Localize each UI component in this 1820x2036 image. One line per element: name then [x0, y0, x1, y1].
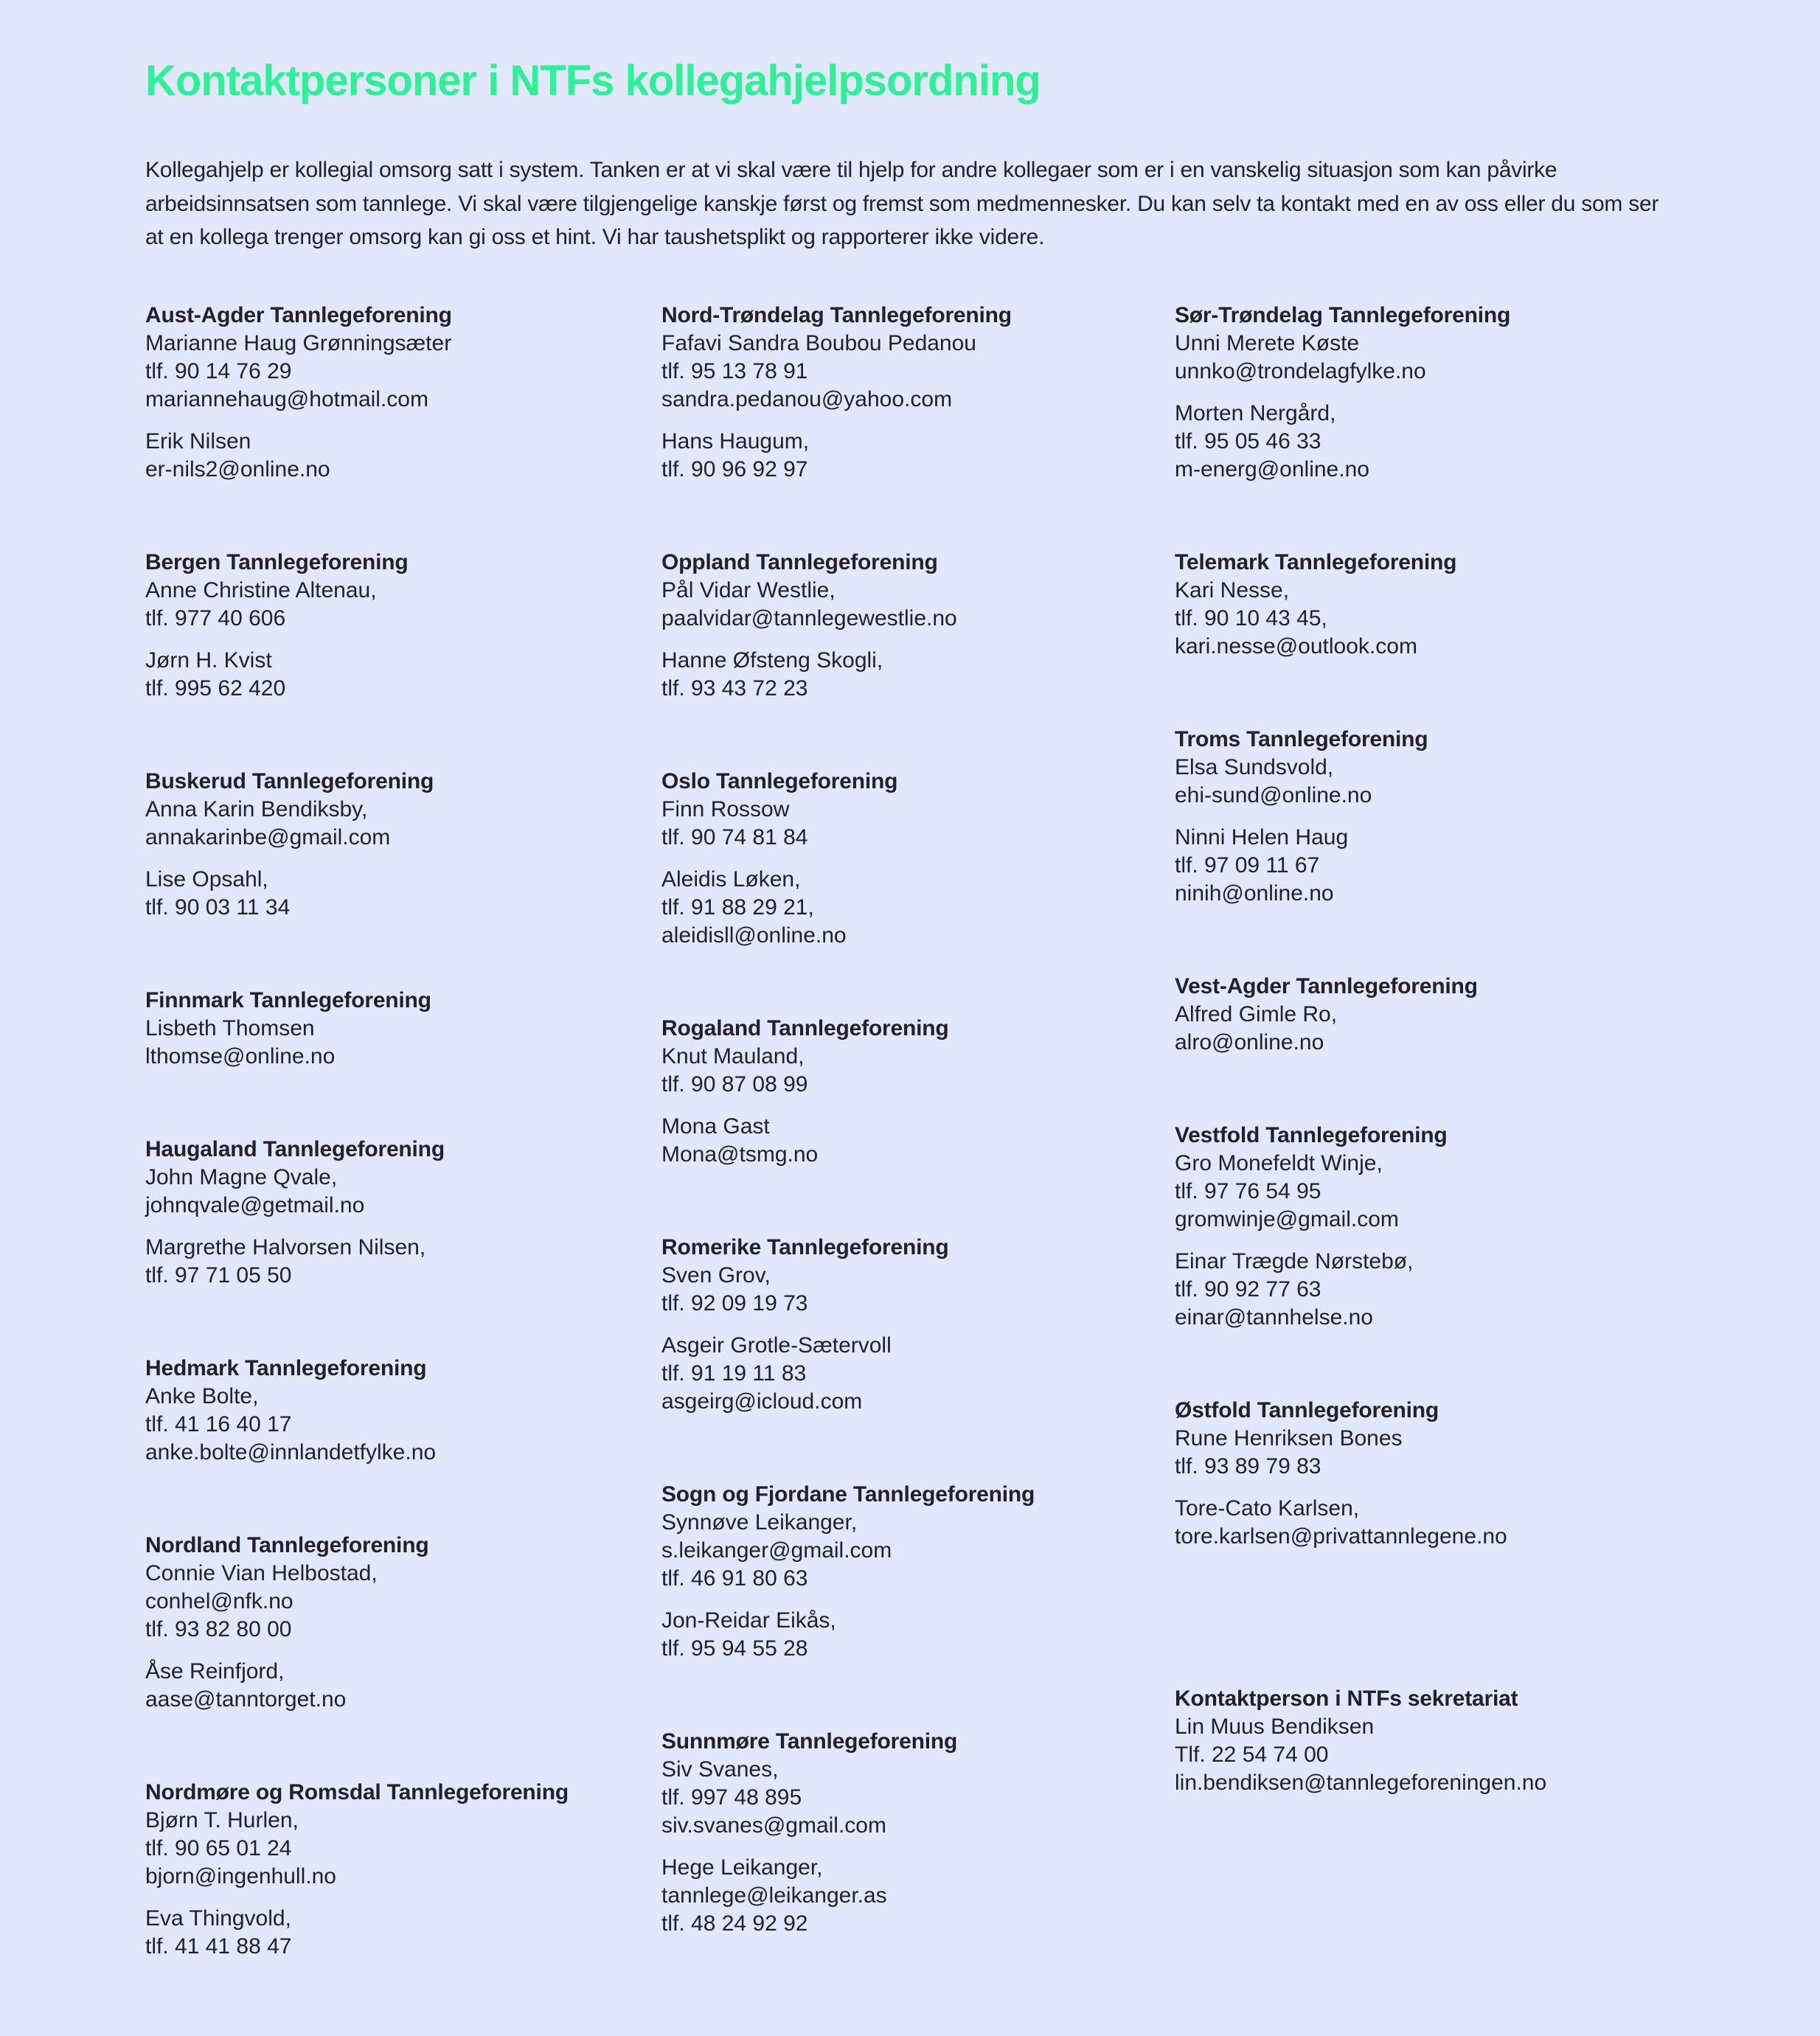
contact-person — [145, 796, 661, 852]
contact-person — [661, 1854, 1175, 1938]
contact-person — [1175, 1001, 1675, 1057]
person-name: Margrethe Halvorsen Nilsen, — [145, 1234, 426, 1260]
phone-number: tlf. 91 88 29 21, — [661, 894, 814, 920]
person-name: Lin Muus Bendiksen — [1175, 1714, 1375, 1739]
email-address: tannlege@leikanger.as — [661, 1883, 887, 1908]
association-heading: Buskerud Tannlegeforening — [145, 768, 434, 793]
contact-person — [661, 1332, 1175, 1416]
association-heading: Nord-Trøndelag Tannlegeforening — [661, 302, 1012, 327]
contact-person — [1175, 400, 1675, 484]
group-nord-tr-ndelag-tannlegeforening — [661, 302, 1175, 484]
person-name: Unni Merete Køste — [1175, 330, 1360, 355]
email-address: lin.bendiksen@tannlegeforeningen.no — [1175, 1770, 1547, 1795]
phone-number: tlf. 48 24 92 92 — [661, 1911, 808, 1936]
association-heading: Nordmøre og Romsdal Tannlegeforening — [145, 1779, 569, 1804]
phone-number: tlf. 95 13 78 91 — [661, 358, 808, 383]
group-haugaland-tannlegeforening — [145, 1136, 661, 1290]
person-name: Sven Grov, — [661, 1262, 771, 1288]
person-name: John Magne Qvale, — [145, 1164, 338, 1189]
contact-person — [661, 1509, 1175, 1593]
phone-number: tlf. 95 94 55 28 — [661, 1636, 808, 1661]
person-name: Jon-Reidar Eikås, — [661, 1608, 836, 1633]
phone-number: tlf. 995 62 420 — [145, 675, 286, 701]
person-name: Hege Leikanger, — [661, 1855, 823, 1880]
person-name: Finn Rossow — [661, 796, 790, 821]
phone-number: tlf. 41 16 40 17 — [145, 1411, 292, 1436]
contact-person — [145, 1807, 661, 1891]
association-heading: Vestfold Tannlegeforening — [1175, 1122, 1448, 1147]
phone-number: tlf. 41 41 88 47 — [145, 1933, 292, 1959]
person-name: Pål Vidar Westlie, — [661, 577, 836, 602]
contact-person — [661, 1043, 1175, 1099]
group-vestfold-tannlegeforening — [1175, 1122, 1675, 1332]
contact-person — [661, 1113, 1175, 1169]
phone-number: Tlf. 22 54 74 00 — [1175, 1742, 1329, 1767]
phone-number: tlf. 90 92 77 63 — [1175, 1276, 1321, 1302]
phone-number: tlf. 95 05 46 33 — [1175, 428, 1321, 454]
person-name: Knut Mauland, — [661, 1043, 805, 1069]
person-name: Marianne Haug Grønningsæter — [145, 330, 452, 355]
group-aust-agder-tannlegeforening — [145, 302, 661, 484]
group-bergen-tannlegeforening — [145, 549, 661, 703]
email-address: bjorn@ingenhull.no — [145, 1863, 336, 1889]
contact-person — [661, 330, 1175, 414]
contact-person — [1175, 1713, 1675, 1797]
person-name: Elsa Sundsvold, — [1175, 754, 1334, 779]
phone-number: tlf. 97 09 11 67 — [1175, 852, 1320, 878]
contact-person — [661, 1756, 1175, 1840]
contact-person — [1175, 1248, 1675, 1332]
email-address: kari.nesse@outlook.com — [1175, 633, 1417, 659]
phone-number: tlf. 977 40 606 — [145, 605, 286, 630]
phone-number: tlf. 90 14 76 29 — [145, 358, 292, 383]
group-kontaktperson-i-ntfs-sekretariat — [1175, 1685, 1675, 1797]
association-heading: Oslo Tannlegeforening — [661, 768, 898, 793]
association-heading: Kontaktperson i NTFs sekretariat — [1175, 1686, 1518, 1711]
email-address: sandra.pedanou@yahoo.com — [661, 386, 953, 411]
email-address: ehi-sund@online.no — [1175, 782, 1372, 807]
contact-person — [145, 1234, 661, 1290]
contact-person — [661, 577, 1175, 633]
email-address: einar@tannhelse.no — [1175, 1304, 1373, 1330]
person-name: Kari Nesse, — [1175, 577, 1290, 602]
person-name: Ninni Helen Haug — [1175, 824, 1349, 850]
phone-number: tlf. 93 43 72 23 — [661, 675, 808, 701]
email-address: s.leikanger@gmail.com — [661, 1538, 892, 1563]
contact-person — [145, 866, 661, 922]
contact-person — [145, 1164, 661, 1220]
contact-person — [145, 1905, 661, 1961]
group-oppland-tannlegeforening — [661, 549, 1175, 703]
association-heading: Sør-Trøndelag Tannlegeforening — [1175, 302, 1511, 327]
email-address: anke.bolte@innlandetfylke.no — [145, 1439, 437, 1465]
email-address: gromwinje@gmail.com — [1175, 1206, 1399, 1231]
group-troms-tannlegeforening — [1175, 726, 1675, 908]
email-address: lthomse@online.no — [145, 1043, 336, 1069]
group-vest-agder-tannlegeforening — [1175, 973, 1675, 1057]
association-heading: Haugaland Tannlegeforening — [145, 1136, 445, 1161]
contact-person — [1175, 824, 1675, 908]
person-name: Jørn H. Kvist — [145, 647, 272, 673]
person-name: Eva Thingvold, — [145, 1905, 291, 1931]
person-name: Anne Christine Altenau, — [145, 577, 377, 602]
contact-person — [661, 866, 1175, 950]
person-name: Fafavi Sandra Boubou Pedanou — [661, 330, 976, 355]
person-name: Erik Nilsen — [145, 428, 251, 454]
person-name: Rune Henriksen Bones — [1175, 1425, 1403, 1450]
contact-person — [1175, 577, 1675, 661]
person-name: Hans Haugum, — [661, 428, 810, 454]
phone-number: tlf. 97 71 05 50 — [145, 1262, 292, 1288]
email-address: ninih@online.no — [1175, 880, 1334, 906]
group-nordland-tannlegeforening — [145, 1532, 661, 1714]
page-title: Kontaktpersoner i NTFs kollegahjelpsordning — [145, 57, 1041, 105]
person-name: Bjørn T. Hurlen, — [145, 1807, 299, 1832]
email-address: aleidisll@online.no — [661, 923, 847, 948]
phone-number: tlf. 92 09 19 73 — [661, 1290, 808, 1316]
contact-person — [145, 647, 661, 703]
phone-number: tlf. 90 10 43 45, — [1175, 605, 1327, 630]
association-heading: Troms Tannlegeforening — [1175, 726, 1428, 751]
group-stfold-tannlegeforening — [1175, 1397, 1675, 1551]
association-heading: Telemark Tannlegeforening — [1175, 549, 1457, 574]
person-name: Asgeir Grotle-Sætervoll — [661, 1333, 892, 1358]
group-telemark-tannlegeforening — [1175, 549, 1675, 661]
association-heading: Sunnmøre Tannlegeforening — [661, 1728, 958, 1754]
group-oslo-tannlegeforening — [661, 768, 1175, 950]
phone-number: tlf. 90 96 92 97 — [661, 456, 808, 482]
person-name: Åse Reinfjord, — [145, 1658, 285, 1684]
intro-paragraph: Kollegahjelp er kollegial omsorg satt i system. Tanken er at vi skal være til hjelp for andre kollegaer som er i en vanskelig situasjon som kan påvirke arbeidsinnsatsen som tannlege. Vi skal være tilgjengelige kanskje først og fremst som medmennesker. Du kan selv ta kontakt med en av oss eller du som ser at en kollega trenger omsorg kan gi oss et hint. Vi har taushetsplikt og rapporterer ikke videre. — [145, 158, 1659, 249]
phone-number: tlf. 90 03 11 34 — [145, 894, 291, 920]
contact-column-1 — [145, 302, 661, 2026]
group-hedmark-tannlegeforening — [145, 1355, 661, 1467]
email-address: tore.karlsen@privattannlegene.no — [1175, 1523, 1507, 1549]
contact-person — [145, 428, 661, 484]
person-name: Alfred Gimle Ro, — [1175, 1001, 1338, 1026]
contact-person — [661, 428, 1175, 484]
contact-person — [145, 1658, 661, 1714]
contact-person — [1175, 1150, 1675, 1234]
phone-number: tlf. 90 74 81 84 — [661, 824, 808, 850]
association-heading: Oppland Tannlegeforening — [661, 549, 938, 574]
group-romerike-tannlegeforening — [661, 1234, 1175, 1416]
contact-person — [145, 330, 661, 414]
person-name: Morten Nergård, — [1175, 400, 1336, 425]
contact-person — [661, 1607, 1175, 1663]
group-s-r-tr-ndelag-tannlegeforening — [1175, 302, 1675, 484]
contact-columns — [145, 302, 1820, 2026]
contact-column-3 — [1175, 302, 1675, 1862]
group-rogaland-tannlegeforening — [661, 1015, 1175, 1169]
association-heading: Vest-Agder Tannlegeforening — [1175, 973, 1478, 998]
email-address: siv.svanes@gmail.com — [661, 1813, 886, 1838]
contact-person — [661, 1262, 1175, 1318]
person-name: Anna Karin Bendiksby, — [145, 796, 368, 821]
person-name: Connie Vian Helbostad, — [145, 1560, 378, 1585]
association-heading: Nordland Tannlegeforening — [145, 1532, 429, 1557]
person-name: Einar Trægde Nørstebø, — [1175, 1248, 1414, 1274]
email-address: Mona@tsmg.no — [661, 1142, 819, 1167]
email-address: paalvidar@tannlegewestlie.no — [661, 605, 957, 630]
phone-number: tlf. 97 76 54 95 — [1175, 1178, 1321, 1203]
person-name: Lisbeth Thomsen — [145, 1015, 315, 1040]
contact-person — [145, 1015, 661, 1071]
email-address: asgeirg@icloud.com — [661, 1389, 863, 1414]
person-name: Anke Bolte, — [145, 1383, 259, 1408]
person-name: Mona Gast — [661, 1113, 770, 1139]
contact-person — [661, 796, 1175, 852]
phone-number: tlf. 93 89 79 83 — [1175, 1453, 1321, 1479]
phone-number: tlf. 93 82 80 00 — [145, 1616, 292, 1641]
person-name: Aleidis Løken, — [661, 866, 801, 892]
group-finnmark-tannlegeforening — [145, 987, 661, 1071]
contact-person — [1175, 1495, 1675, 1551]
contact-person — [1175, 330, 1675, 386]
contact-person — [661, 647, 1175, 703]
association-heading: Østfold Tannlegeforening — [1175, 1397, 1439, 1422]
association-heading: Hedmark Tannlegeforening — [145, 1355, 427, 1380]
contact-person — [1175, 754, 1675, 810]
association-heading: Aust-Agder Tannlegeforening — [145, 302, 452, 327]
phone-number: tlf. 91 19 11 83 — [661, 1361, 807, 1386]
email-address: er-nils2@online.no — [145, 456, 330, 482]
contact-person — [145, 1383, 661, 1467]
person-name: Synnøve Leikanger, — [661, 1509, 858, 1535]
association-heading: Sogn og Fjordane Tannlegeforening — [661, 1481, 1035, 1507]
email-address: mariannehaug@hotmail.com — [145, 386, 428, 411]
contact-person — [1175, 1425, 1675, 1481]
email-address: m-energ@online.no — [1175, 456, 1369, 482]
group-sogn-og-fjordane-tannlegeforening — [661, 1481, 1175, 1663]
person-name: Siv Svanes, — [661, 1757, 779, 1782]
association-heading: Rogaland Tannlegeforening — [661, 1015, 949, 1040]
person-name: Lise Opsahl, — [145, 866, 268, 892]
phone-number: tlf. 997 48 895 — [661, 1785, 802, 1810]
person-name: Hanne Øfsteng Skogli, — [661, 647, 883, 673]
email-address: annakarinbe@gmail.com — [145, 824, 391, 850]
association-heading: Finnmark Tannlegeforening — [145, 987, 431, 1012]
phone-number: tlf. 46 91 80 63 — [661, 1566, 808, 1591]
group-buskerud-tannlegeforening — [145, 768, 661, 922]
email-address: conhel@nfk.no — [145, 1588, 294, 1613]
contact-person — [145, 577, 661, 633]
group-nordm-re-og-romsdal-tannlegeforening — [145, 1779, 661, 1961]
email-address: aase@tanntorget.no — [145, 1686, 347, 1712]
person-name: Gro Monefeldt Winje, — [1175, 1150, 1383, 1175]
email-address: alro@online.no — [1175, 1029, 1324, 1055]
email-address: johnqvale@getmail.no — [145, 1192, 365, 1217]
email-address: unnko@trondelagfylke.no — [1175, 358, 1426, 383]
phone-number: tlf. 90 87 08 99 — [661, 1071, 808, 1097]
contact-person — [145, 1560, 661, 1644]
person-name: Tore-Cato Karlsen, — [1175, 1495, 1360, 1521]
contact-column-2 — [661, 302, 1175, 2003]
association-heading: Bergen Tannlegeforening — [145, 549, 409, 574]
association-heading: Romerike Tannlegeforening — [661, 1234, 949, 1260]
group-sunnm-re-tannlegeforening — [661, 1728, 1175, 1938]
phone-number: tlf. 90 65 01 24 — [145, 1835, 292, 1860]
